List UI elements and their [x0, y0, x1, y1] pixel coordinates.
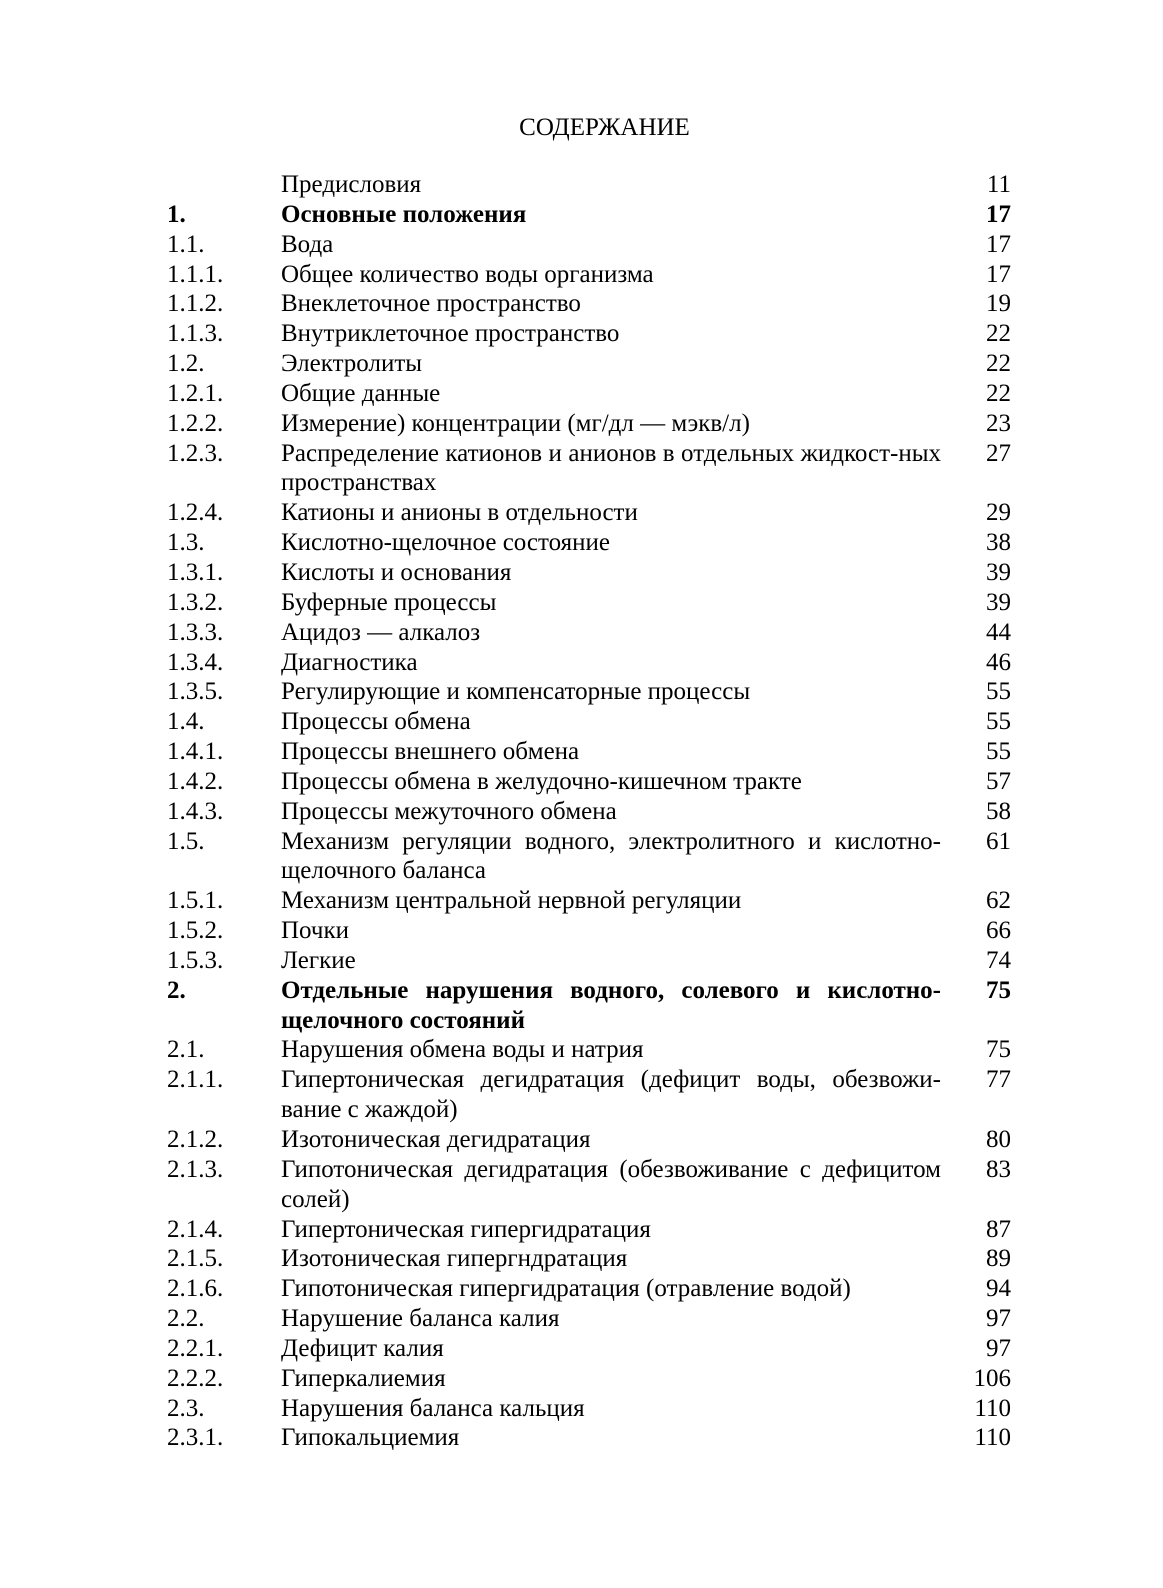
- toc-entry-title: Вода: [281, 230, 334, 258]
- toc-entry: [167, 946, 1011, 976]
- toc-entry-title: Гипертоническая дегидратация (дефицит воды, обезвожи-вание с жаждой): [281, 1066, 941, 1124]
- toc-entry-number: 1.1.3.: [167, 320, 224, 348]
- toc-entry-title: Буферные процессы: [281, 588, 497, 616]
- toc-entry-number: 2.2.1.: [167, 1334, 224, 1362]
- toc-entry-page: 17: [986, 200, 1011, 228]
- toc-entry-number: 1.5.3.: [167, 946, 224, 974]
- toc-entry-page: 17: [986, 230, 1011, 258]
- toc-entry-page: 61: [986, 827, 1011, 855]
- toc-entry-title: Гипертоническая гипергидратация: [281, 1215, 651, 1243]
- toc-entry: [167, 1334, 1011, 1364]
- toc-entry-number: 2.1.2.: [167, 1126, 224, 1153]
- toc-entry: [167, 498, 1011, 528]
- toc-entry-number: 1.5.1.: [167, 887, 224, 915]
- toc-entry: [167, 319, 1011, 349]
- toc-entry-page: 57: [986, 767, 1011, 795]
- toc-entry-title: Механизм регуляции водного, электролитного и кислотно-щелочного баланса: [281, 827, 941, 885]
- toc-entry-number: 2.3.: [167, 1394, 205, 1422]
- toc-entry-page: 17: [986, 260, 1011, 288]
- toc-entry: [167, 1304, 1011, 1334]
- toc-entry: [167, 1215, 1011, 1245]
- toc-entry-title: Дефицит калия: [281, 1334, 444, 1362]
- toc-entry-number: 2.: [167, 976, 186, 1004]
- toc-entry-title: Процессы внешнего обмена: [281, 738, 580, 766]
- toc-entry: [167, 618, 1011, 648]
- toc-entry: [167, 1244, 1011, 1274]
- toc-entry-page: 87: [986, 1215, 1011, 1243]
- toc-entry-page: 62: [986, 887, 1011, 915]
- toc-entry-title: Катионы и анионы в отдельности: [281, 499, 638, 527]
- toc-entry-title: Гипокальциемия: [281, 1424, 460, 1452]
- toc-entry-page: 58: [986, 797, 1011, 825]
- toc-entry-title: Механизм центральной нервной регуляции: [281, 887, 742, 915]
- toc-entry-number: 1.3.2.: [167, 588, 224, 616]
- toc-entry-page: 44: [986, 618, 1011, 646]
- toc-entry: [167, 1035, 1011, 1065]
- toc-entry-page: 80: [986, 1126, 1011, 1153]
- toc-entry-page: 83: [986, 1155, 1011, 1183]
- toc-entry-number: 1.3.4.: [167, 648, 224, 676]
- table-of-contents: [167, 170, 1011, 1453]
- toc-entry-title: Распределение катионов и анионов в отдельных жидкост-ных пространствах: [281, 439, 941, 497]
- toc-entry-page: 55: [986, 738, 1011, 766]
- toc-entry-number: 2.1.4.: [167, 1215, 224, 1243]
- toc-entry-title: Внутриклеточное пространство: [281, 320, 620, 348]
- toc-entry: [167, 797, 1011, 827]
- toc-entry-title: Общее количество воды организма: [281, 260, 654, 288]
- toc-entry: [167, 737, 1011, 767]
- toc-entry-title: Общие данные: [281, 379, 441, 407]
- toc-entry-number: 1.2.3.: [167, 439, 224, 467]
- toc-entry-page: 29: [986, 499, 1011, 527]
- toc-entry-number: 1.3.3.: [167, 618, 224, 646]
- toc-entry-title: Электролиты: [281, 350, 423, 378]
- toc-entry: [167, 349, 1011, 379]
- toc-entry-title: Гипотоническая гипергидратация (отравление водой): [281, 1275, 851, 1303]
- toc-entry-number: 1.4.1.: [167, 738, 224, 766]
- toc-entry: [167, 1394, 1011, 1424]
- toc-entry-number: 1.1.1.: [167, 260, 224, 288]
- toc-entry-title: Процессы межуточного обмена: [281, 797, 617, 825]
- toc-entry-number: 1.3.5.: [167, 678, 224, 706]
- toc-entry-number: 2.3.1.: [167, 1424, 224, 1452]
- toc-entry-number: 1.2.2.: [167, 409, 224, 437]
- toc-entry: [167, 886, 1011, 916]
- toc-entry: [167, 1125, 1011, 1155]
- toc-entry-number: 1.1.2.: [167, 290, 224, 318]
- toc-entry-number: 1.5.: [167, 827, 205, 855]
- toc-entry-page: 110: [974, 1424, 1011, 1452]
- toc-entry-page: 75: [986, 976, 1011, 1004]
- toc-entry-page: 38: [986, 529, 1011, 557]
- toc-entry-number: 1.1.: [167, 230, 205, 258]
- toc-entry-page: 97: [986, 1305, 1011, 1333]
- toc-entry: [167, 707, 1011, 737]
- toc-entry-number: 1.4.: [167, 708, 205, 736]
- toc-entry-title: Кислотно-щелочное состояние: [281, 529, 610, 557]
- toc-entry: [167, 677, 1011, 707]
- toc-entry: [167, 976, 1011, 1036]
- toc-entry-page: 110: [974, 1394, 1011, 1422]
- toc-entry: [167, 409, 1011, 439]
- toc-entry-title: Кислоты и основания: [281, 558, 512, 586]
- toc-entry-title: Почки: [281, 917, 350, 945]
- toc-entry-title: Нарушения обмена воды и натрия: [281, 1036, 644, 1064]
- toc-entry: [167, 916, 1011, 946]
- toc-entry: [167, 260, 1011, 290]
- toc-entry-title: Основные положения: [281, 200, 527, 228]
- toc-entry-page: 106: [973, 1364, 1011, 1392]
- toc-entry: [167, 648, 1011, 678]
- toc-entry: [167, 200, 1011, 230]
- toc-entry: [167, 1274, 1011, 1304]
- toc-entry: [167, 230, 1011, 260]
- toc-entry-title: Диагностика: [281, 648, 418, 676]
- toc-entry-title: Гиперкалиемия: [281, 1364, 446, 1392]
- toc-entry: [167, 170, 1011, 200]
- toc-entry-number: 1.2.4.: [167, 499, 224, 527]
- toc-entry-title: Регулирующие и компенсаторные процессы: [281, 678, 751, 706]
- toc-entry-page: 39: [986, 558, 1011, 586]
- toc-entry-title: Внеклеточное пространство: [281, 290, 581, 318]
- toc-entry-number: 2.1.5.: [167, 1245, 224, 1273]
- toc-entry-page: 22: [986, 320, 1011, 348]
- toc-entry: [167, 558, 1011, 588]
- toc-entry-page: 11: [986, 171, 1011, 198]
- toc-entry-number: 2.1.6.: [167, 1275, 224, 1303]
- toc-entry-page: 77: [986, 1066, 1011, 1094]
- toc-entry-page: 23: [986, 409, 1011, 437]
- toc-entry-number: 1.: [167, 200, 186, 228]
- toc-entry: [167, 827, 1011, 887]
- toc-entry-number: 2.2.2.: [167, 1364, 224, 1392]
- toc-entry-page: 89: [986, 1245, 1011, 1273]
- toc-entry-title: Отдельные нарушения водного, солевого и кислотно-щелочного состояний: [281, 976, 941, 1034]
- toc-entry: [167, 1155, 1011, 1215]
- toc-entry-number: 2.1.: [167, 1036, 205, 1064]
- toc-entry-page: 27: [986, 439, 1011, 467]
- toc-entry: [167, 1065, 1011, 1125]
- toc-entry-page: 75: [986, 1036, 1011, 1064]
- toc-entry: [167, 588, 1011, 618]
- page-title: СОДЕРЖАНИЕ: [519, 114, 690, 141]
- toc-entry-number: 2.1.3.: [167, 1155, 224, 1183]
- toc-entry-title: Предисловия: [281, 171, 422, 198]
- toc-entry: [167, 439, 1011, 499]
- toc-entry-title: Нарушения баланса кальция: [281, 1394, 585, 1422]
- toc-entry-page: 46: [986, 648, 1011, 676]
- toc-entry-page: 97: [986, 1334, 1011, 1362]
- toc-entry-number: 2.1.1.: [167, 1066, 224, 1094]
- toc-entry: [167, 528, 1011, 558]
- toc-entry-number: 2.2.: [167, 1305, 205, 1333]
- toc-entry-page: 74: [986, 946, 1011, 974]
- toc-entry-page: 94: [986, 1275, 1011, 1303]
- toc-entry-number: 1.3.1.: [167, 558, 224, 586]
- toc-entry: [167, 379, 1011, 409]
- toc-entry-page: 55: [986, 678, 1011, 706]
- toc-entry-title: Ацидоз — алкалоз: [281, 618, 481, 646]
- toc-entry: [167, 767, 1011, 797]
- toc-entry: [167, 1364, 1011, 1394]
- toc-entry: [167, 289, 1011, 319]
- toc-entry-number: 1.4.2.: [167, 767, 224, 795]
- toc-entry-page: 19: [986, 290, 1011, 318]
- toc-entry-title: Гипотоническая дегидратация (обезвоживание с дефицитом солей): [281, 1155, 941, 1213]
- toc-entry-number: 1.5.2.: [167, 917, 224, 945]
- toc-entry-title: Измерение) концентрации (мг/дл — мэкв/л): [281, 409, 750, 437]
- toc-entry-title: Легкие: [281, 946, 356, 974]
- toc-entry-title: Нарушение баланса калия: [281, 1305, 560, 1333]
- toc-entry-number: 1.3.: [167, 529, 205, 557]
- toc-entry-number: 1.2.1.: [167, 379, 224, 407]
- toc-entry-page: 22: [986, 350, 1011, 378]
- toc-entry-number: 1.2.: [167, 350, 205, 378]
- toc-entry-page: 22: [986, 379, 1011, 407]
- toc-entry-title: Процессы обмена в желудочно-кишечном тракте: [281, 767, 802, 795]
- toc-entry: [167, 1423, 1011, 1453]
- toc-entry-title: Изотоническая гипергндратация: [281, 1245, 628, 1273]
- toc-entry-number: 1.4.3.: [167, 797, 224, 825]
- toc-entry-title: Изотоническая дегидратация: [281, 1126, 591, 1153]
- toc-entry-page: 55: [986, 708, 1011, 736]
- toc-entry-page: 39: [986, 588, 1011, 616]
- toc-entry-page: 66: [986, 917, 1011, 945]
- toc-entry-title: Процессы обмена: [281, 708, 471, 736]
